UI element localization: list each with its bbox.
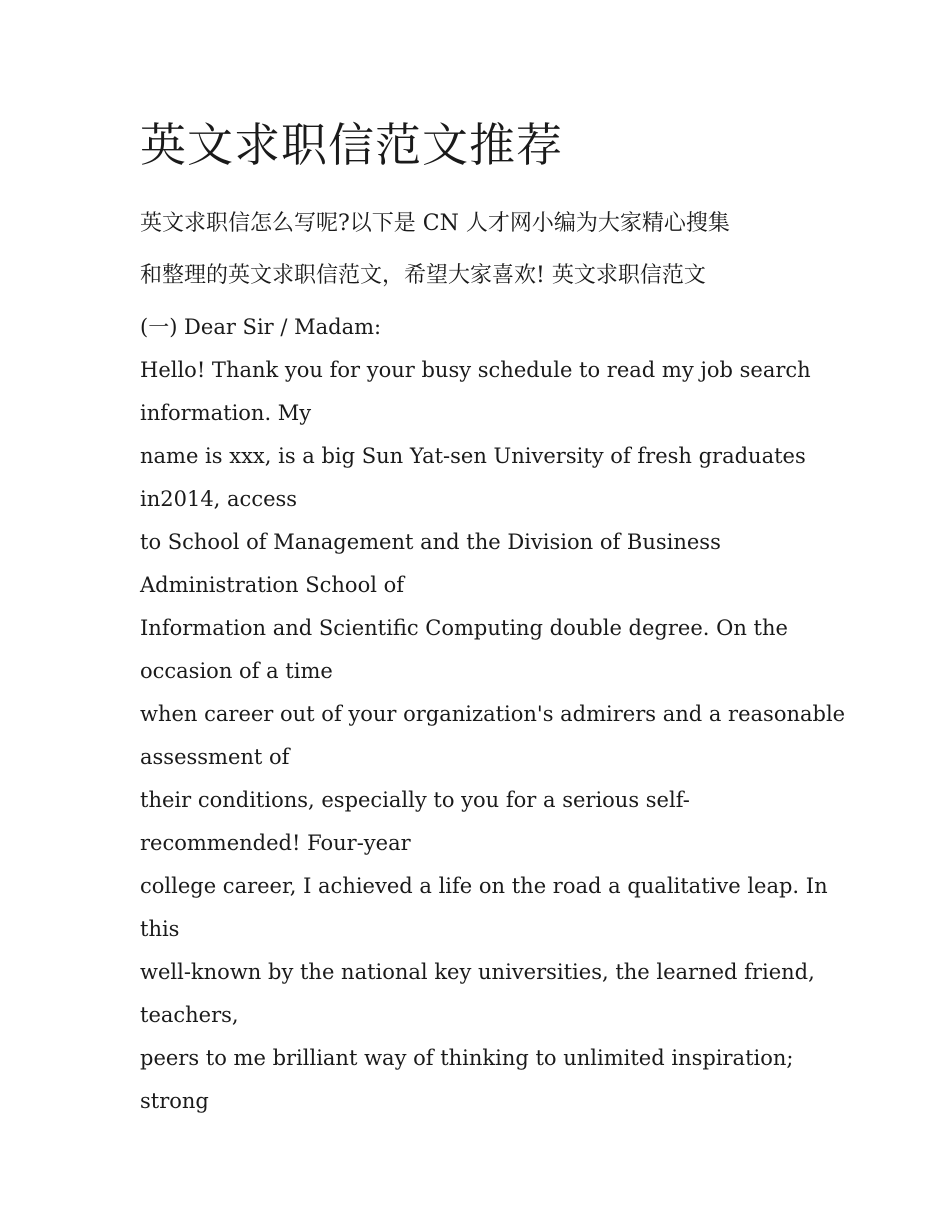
body-line: well-known by the national key universities, the learned friend,	[140, 960, 815, 984]
document-page	[140, 112, 846, 1123]
body-line: information. My	[140, 401, 312, 425]
body-line: in2014, access	[140, 487, 298, 511]
body-line: peers to me brilliant way of thinking to unlimited inspiration;	[140, 1046, 794, 1070]
body-line: college career, I achieved a life on the road a qualitative leap. In	[140, 874, 828, 898]
body-line: Information and Scientific Computing double degree. On the	[140, 616, 788, 640]
intro-line: 和整理的英文求职信范文，希望大家喜欢! 英文求职信范文	[140, 263, 706, 288]
body-line: their conditions, especially to you for a serious self-	[140, 788, 690, 812]
intro-paragraph	[140, 198, 820, 302]
body-line: to School of Management and the Division of Business	[140, 530, 721, 554]
body-line: strong	[140, 1089, 209, 1113]
document-title: 英文求职信范文推荐	[140, 118, 563, 172]
intro-line: 英文求职信怎么写呢?以下是 CN 人才网小编为大家精心搜集	[140, 211, 730, 236]
body-line: Administration School of	[140, 573, 405, 597]
body-line: assessment of	[140, 745, 290, 769]
letter-body	[140, 306, 846, 1123]
salutation: (一) Dear Sir / Madam:	[140, 315, 382, 339]
body-line: teachers,	[140, 1003, 239, 1027]
body-line: this	[140, 917, 180, 941]
body-line: when career out of your organization's admirers and a reasonable	[140, 702, 846, 726]
body-line: name is xxx, is a big Sun Yat-sen University of fresh graduates	[140, 444, 806, 468]
body-line: recommended! Four-year	[140, 831, 411, 855]
body-line: occasion of a time	[140, 659, 333, 683]
body-line: Hello! Thank you for your busy schedule to read my job search	[140, 358, 811, 382]
